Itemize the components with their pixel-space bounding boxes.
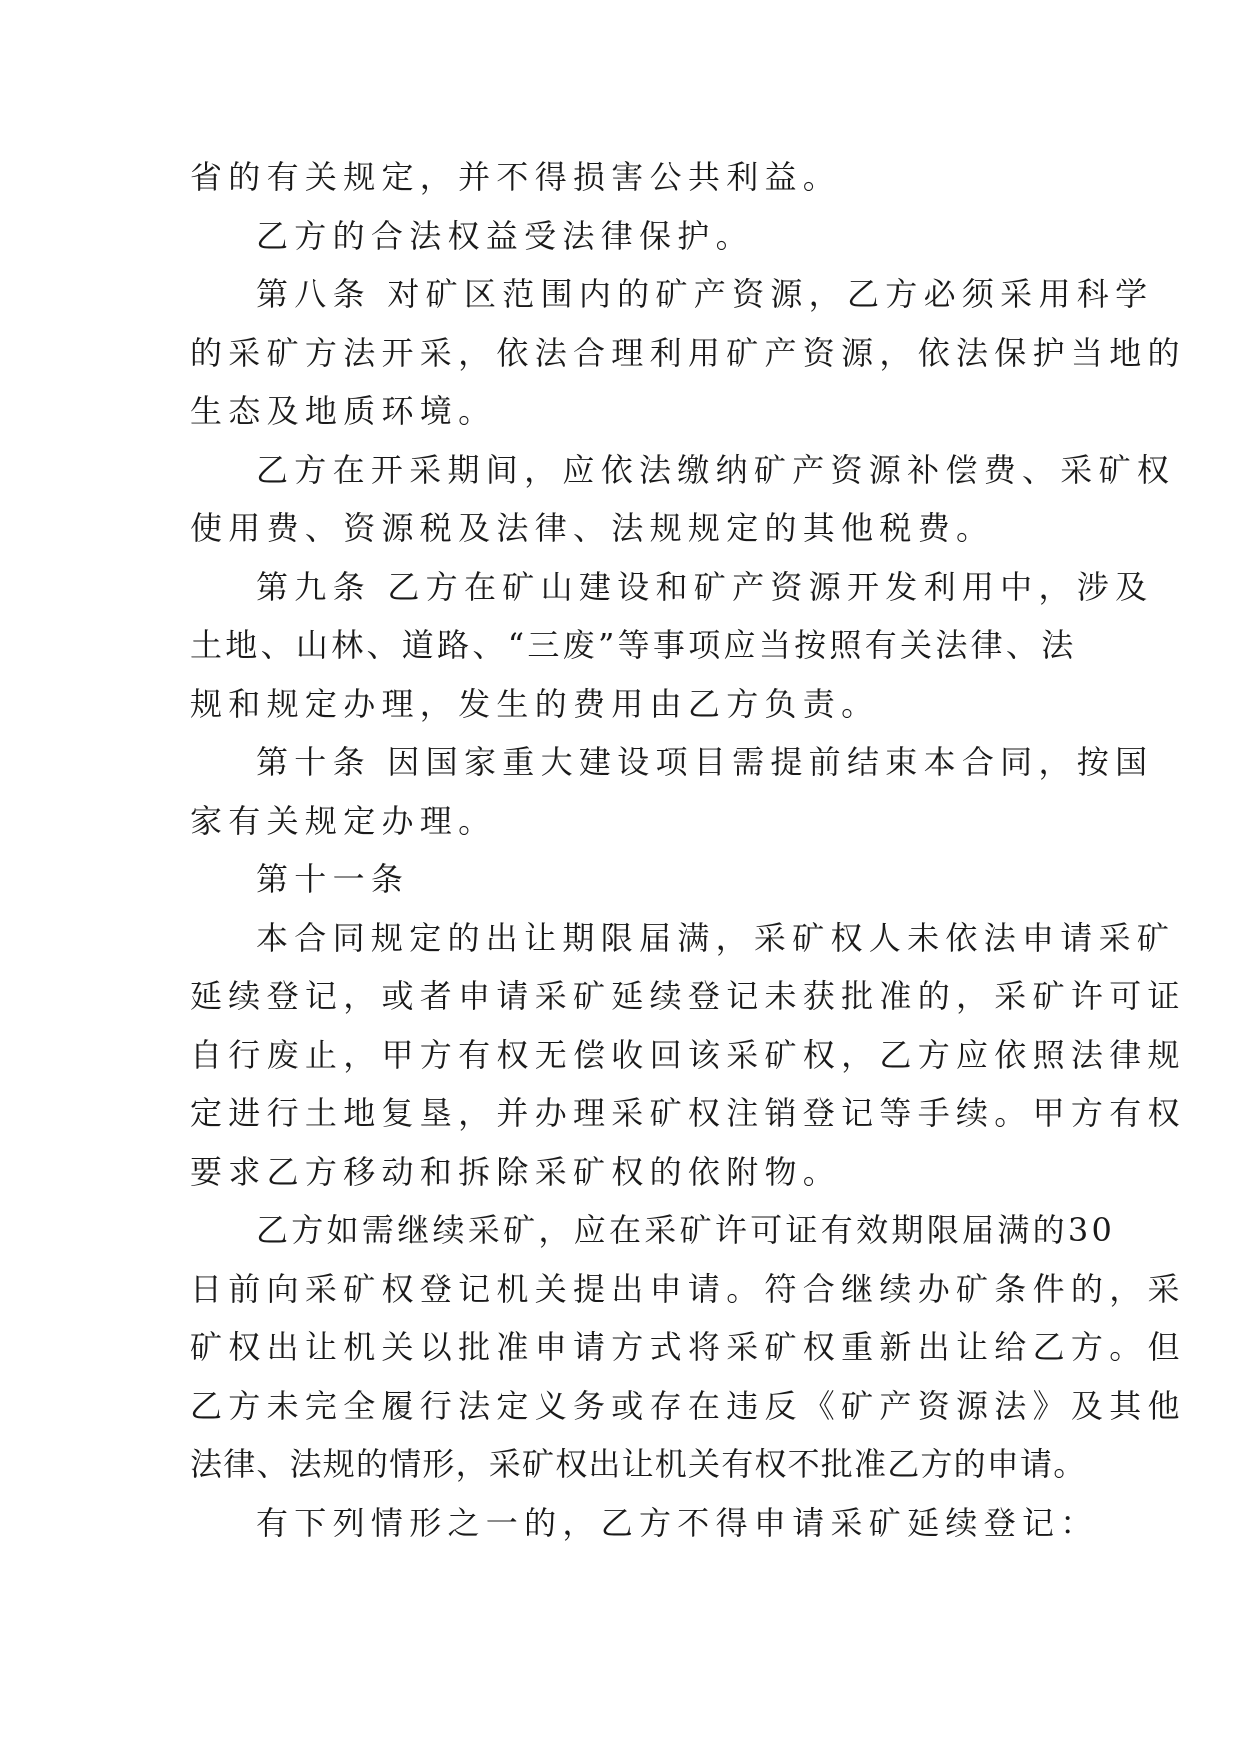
text-line: 延续登记，或者申请采矿延续登记未获批准的，采矿许可证 bbox=[190, 977, 1186, 1015]
text-line: 乙方在开采期间，应依法缴纳矿产资源补偿费、采矿权 bbox=[256, 450, 1176, 489]
text-line: 要求乙方移动和拆除采矿权的依附物。 bbox=[190, 1152, 842, 1191]
text-line: 生态及地质环境。 bbox=[190, 392, 497, 430]
text-line: 有下列情形之一的，乙方不得申请采矿延续登记： bbox=[256, 1503, 1099, 1542]
text-line: 第十一条 bbox=[256, 860, 410, 898]
text-line: 家有关规定办理。 bbox=[190, 801, 497, 840]
text-line: 规和规定办理，发生的费用由乙方负责。 bbox=[190, 684, 880, 723]
text-line: 乙方的合法权益受法律保护。 bbox=[256, 216, 754, 255]
text-line: 法律、法规的情形，采矿权出让机关有权不批准乙方的申请。 bbox=[190, 1445, 1087, 1483]
text-line: 第八条 对矿区范围内的矿产资源，乙方必须采用科学 bbox=[256, 275, 1154, 313]
text-line: 本合同规定的出让期限届满，采矿权人未依法申请采矿 bbox=[256, 918, 1176, 957]
text-line: 乙方如需继续采矿，应在采矿许可证有效期限届满的30 bbox=[256, 1211, 1116, 1249]
text-line: 定进行土地复垦，并办理采矿权注销登记等手续。甲方有权 bbox=[190, 1094, 1186, 1132]
text-line: 土地、山林、道路、“三废”等事项应当按照有关法律、法 bbox=[190, 626, 1077, 664]
document-body bbox=[190, 148, 1186, 1552]
text-line: 的采矿方法开采，依法合理利用矿产资源，依法保护当地的 bbox=[190, 333, 1186, 372]
text-line: 使用费、资源税及法律、法规规定的其他税费。 bbox=[190, 509, 995, 547]
text-line: 矿权出让机关以批准申请方式将采矿权重新出让给乙方。但 bbox=[190, 1328, 1186, 1366]
text-line: 乙方未完全履行法定义务或存在违反《矿产资源法》及其他 bbox=[190, 1386, 1186, 1425]
text-line: 日前向采矿权登记机关提出申请。符合继续办矿条件的，采 bbox=[190, 1269, 1186, 1308]
text-line: 省的有关规定，并不得损害公共利益。 bbox=[190, 158, 842, 196]
text-line: 第十条 因国家重大建设项目需提前结束本合同，按国 bbox=[256, 743, 1154, 781]
text-line: 自行废止，甲方有权无偿收回该采矿权，乙方应依照法律规 bbox=[190, 1035, 1186, 1074]
text-line: 第九条 乙方在矿山建设和矿产资源开发利用中，涉及 bbox=[256, 567, 1154, 606]
